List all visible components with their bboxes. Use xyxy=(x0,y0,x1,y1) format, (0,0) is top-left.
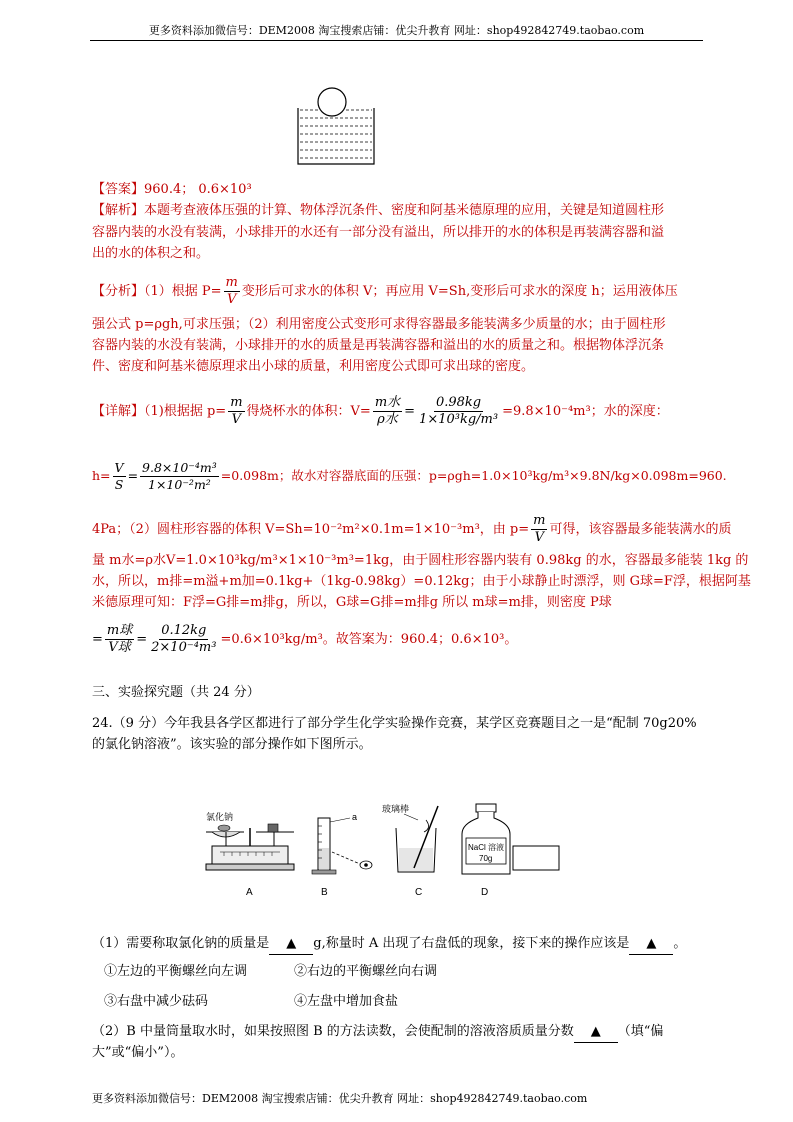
detail-text-volume: 4Pa；（2）圆柱形容器的体积 V=Sh=10⁻²m²×0.1m=1×10⁻³m³，由 p= xyxy=(92,522,530,537)
frac-numerator: m水 xyxy=(374,395,401,410)
frac-denominator: V球 xyxy=(108,640,131,655)
fenxi-line-3: 容器内装的水没有装满，小球排开的水的质量是再装满容器和溢出的水的质量之和。根据物体浮沉条 xyxy=(92,338,665,353)
option-3: ③右盘中减少砝码 xyxy=(104,994,209,1009)
jiexi-line-3: 出的水的体积之和。 xyxy=(92,246,210,261)
fenxi-text-b: 变形后可求水的体积 V；再应用 V=Sh,变形后可求水的深度 h；运用液体压 xyxy=(241,284,678,299)
bottle-label-2: 70g xyxy=(479,854,493,863)
fenxi-line-4: 件、密度和阿基米德原理求出小球的质量，利用密度公式即可求出球的密度。 xyxy=(92,359,535,374)
sub1-text-b: g,称量时 A 出现了右盘低的现象，接下来的操作应该是 xyxy=(313,936,630,951)
frac-numerator: V xyxy=(114,460,124,475)
detail-text-pressure: =0.098m；故水对容器底面的压强：p=ρgh=1.0×10³kg/m³×9.8N/kg×0.098m=960. xyxy=(220,468,727,483)
frac-denominator: 2×10⁻⁴m³ xyxy=(151,640,217,655)
detail-frac-8 xyxy=(149,623,218,656)
detail-frac-1 xyxy=(228,395,244,428)
sub2-text-a: （2）B 中量筒量取水时，如果按照图 B 的方法读数，会使配制的溶液溶质质量分数 xyxy=(92,1024,574,1039)
equals-sign: = xyxy=(404,404,416,419)
frac-numerator: 0.12kg xyxy=(161,623,207,638)
beaker-apparatus xyxy=(382,803,438,872)
empty-label-box xyxy=(513,846,559,870)
caption-d: D xyxy=(481,887,489,898)
frac-denominator: V xyxy=(534,530,545,545)
page-header: 更多资料添加微信号：DEM2008 淘宝搜索店铺：优尖升教育 网址：shop492842749.taobao.com xyxy=(148,24,645,37)
jiexi-line-2: 容器内装的水没有装满，小球排开的水还有一部分没有溢出，所以排开的水的体积是再装满容器和溢 xyxy=(92,225,665,240)
option-2: ②右边的平衡螺丝向右调 xyxy=(294,964,438,979)
detail-text-b: 得烧杯水的体积：V= xyxy=(246,404,371,419)
detail-line-2: h= $\frac{V}{S}$ = $\frac{\text{9.8×10⁻⁴m³}}{\text{1×10⁻²m²}}$ =0.098m；故水对容器底面的压强：p=ρgh=1.0×10³kg/m³×9.8N/kg×0.098m=960. xyxy=(92,460,727,492)
answer-blank-1[interactable]: ▲ xyxy=(269,934,313,955)
header-rule xyxy=(90,40,703,41)
answer-line: 【答案】960.4； 0.6×10³ xyxy=(92,182,252,197)
answer-blank-2[interactable]: ▲ xyxy=(629,934,673,955)
caption-c: C xyxy=(415,887,423,898)
detail-text-a: 【详解】（1)根据据 p= xyxy=(92,404,227,419)
q24-line-1: 24.（9 分）今年我县各学区都进行了部分学生化学实验操作竞赛，某学区竞赛题目之一是“配制 70g20% xyxy=(92,716,697,731)
detail-text-final: =0.6×10³kg/m³。故答案为：960.4；0.6×10³。 xyxy=(220,632,518,647)
bottle-apparatus xyxy=(462,804,510,874)
label-nacl: 氯化钠 xyxy=(206,812,234,822)
frac-denominator: V xyxy=(227,292,237,307)
detail-line-1 xyxy=(92,392,702,432)
page-footer: 更多资料添加微信号：DEM2008 淘宝搜索店铺：优尖升教育 网址：shop492842749.taobao.com xyxy=(92,1092,588,1105)
bottle-label-1: NaCl 溶液 xyxy=(468,843,505,852)
frac-denominator: ρ水 xyxy=(377,412,398,427)
caption-b: B xyxy=(321,887,328,898)
frac-numerator: m xyxy=(533,513,546,528)
sub1-line-1 xyxy=(92,934,702,955)
sub1-text-c: 。 xyxy=(673,936,687,951)
detail-h-label: h= xyxy=(92,468,111,483)
frac-denominator: 1×10⁻²m² xyxy=(148,477,211,492)
fenxi-text-a: 【分析】（1）根据 P= xyxy=(92,284,222,299)
detail-line-5: 水，所以，m排=m溢+m加=0.1kg+（1kg-0.98kg）=0.12kg；由于小球静止时漂浮，则 G球=F浮，根据阿基 xyxy=(92,574,751,589)
sub1-text-a: （1）需要称取氯化钠的质量是 xyxy=(92,936,270,951)
frac-numerator: m球 xyxy=(106,623,133,638)
option-1: ①左边的平衡螺丝向左调 xyxy=(104,964,248,979)
beaker-ball-figure xyxy=(290,86,380,168)
detail-frac-6 xyxy=(531,513,547,546)
label-a: a xyxy=(352,812,358,822)
jiexi-line-1: 【解析】本题考查液体压强的计算、物体浮沉条件、密度和阿基米德原理的应用，关键是知道圆柱形 xyxy=(92,203,665,218)
detail-text-c: =9.8×10⁻⁴m³；水的深度： xyxy=(502,404,669,419)
sub2-line-2: 大”或“偏小”）。 xyxy=(92,1045,184,1060)
caption-a: A xyxy=(246,887,253,898)
detail-frac-2 xyxy=(373,395,402,428)
ball-shape xyxy=(318,88,346,116)
sub2-line-1 xyxy=(92,1022,702,1043)
sub2-text-b: （填“偏 xyxy=(617,1024,664,1039)
label-glass-rod: 玻璃棒 xyxy=(382,804,410,814)
lab-figure xyxy=(200,798,570,902)
section-title: 三、实验探究题（共 24 分） xyxy=(92,685,260,700)
detail-frac-4 xyxy=(113,460,126,493)
frac-denominator: V xyxy=(231,412,242,427)
detail-text-mass: 可得，该容器最多能装满水的质 xyxy=(549,522,732,537)
detail-line-4: 量 m水=ρ水V=1.0×10³kg/m³×1×10⁻³m³=1kg，由于圆柱形容器内装有 0.98kg 的水，容器最多能装 1kg 的 xyxy=(92,553,749,568)
fenxi-line-2: 强公式 p=ρgh,可求压强；（2）利用密度公式变形可求得容器最多能装满多少质量的水；由于圆柱形 xyxy=(92,317,666,332)
fenxi-fraction xyxy=(224,275,240,308)
frac-numerator: m xyxy=(230,395,243,410)
cylinder-apparatus xyxy=(312,812,372,874)
frac-numerator: 9.8×10⁻⁴m³ xyxy=(142,460,217,475)
detail-frac-3 xyxy=(417,395,500,428)
answer-blank-3[interactable]: ▲ xyxy=(574,1022,618,1043)
q24-line-2: 的氯化钠溶液”。该实验的部分操作如下图所示。 xyxy=(92,737,372,752)
frac-numerator: 0.98kg xyxy=(435,395,482,410)
detail-frac-5 xyxy=(140,460,219,493)
detail-line-3 xyxy=(92,512,732,548)
detail-frac-7 xyxy=(105,623,134,656)
frac-denominator: 1×10³kg/m³ xyxy=(419,412,499,427)
detail-line-6: 米德原理可知：F浮=G排=m排g，所以，G球=G排=m排g 所以 m球=m排，则密度 P球 xyxy=(92,595,612,610)
fenxi-line-1 xyxy=(92,274,702,310)
frac-numerator: m xyxy=(225,275,238,290)
detail-line-7: = $\frac{\text{m球}}{\text{V球}}$ = $\frac{0.12kg}{\text{2×10⁻⁴m³}}$ =0.6×10³kg/m³。故答案为：960.4；0.6×10³。 xyxy=(92,623,518,655)
option-4: ④左盘中增加食盐 xyxy=(294,994,399,1009)
balance-apparatus xyxy=(206,811,294,870)
frac-denominator: S xyxy=(114,477,124,492)
